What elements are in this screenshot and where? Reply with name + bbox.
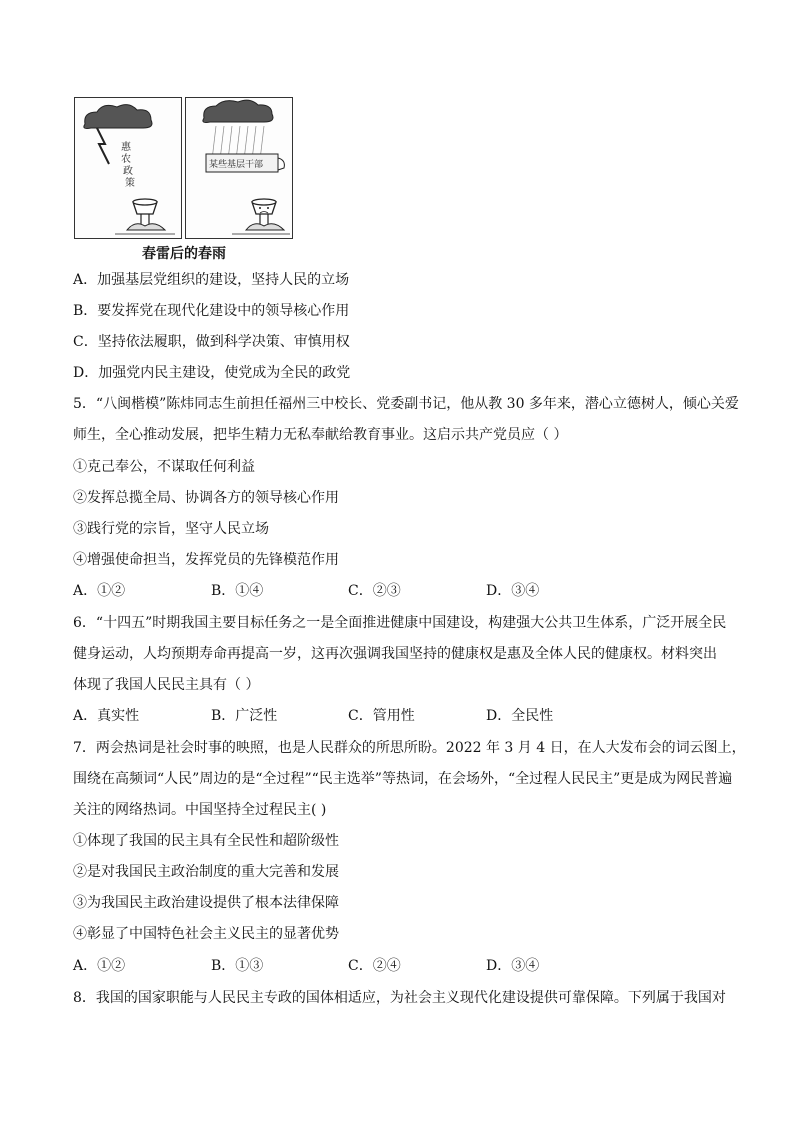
- cadre-label: 某些基层干部: [209, 160, 264, 170]
- q6-choice-b: B．广泛性: [211, 708, 278, 724]
- q5-choice-d: D．③④: [486, 583, 540, 599]
- q5-choice-c: C．②③: [348, 583, 401, 599]
- q5-choice-b: B．①④: [211, 583, 264, 599]
- q7-choice-c: C．②④: [348, 958, 401, 974]
- q6-choice-a: A．真实性: [73, 708, 140, 724]
- q5-stem-line-2: 师生，全心推动发展，把毕生精力无私奉献给教育事业。这启示共产党员应（ ）: [73, 427, 568, 443]
- q7-choice-b: B．①③: [211, 958, 264, 974]
- q7-choice-d: D．③④: [486, 958, 540, 974]
- q7-stem-line-3: 关注的网络热词。中国坚持全过程民主( ): [73, 802, 327, 818]
- q4-option-d: D．加强党内民主建设，使党成为全民的政党: [73, 365, 351, 381]
- figure-caption: 春雷后的春雨: [142, 246, 226, 262]
- q5-statement-3: ③践行党的宗旨，坚守人民立场: [73, 521, 269, 537]
- policy-char: 政: [123, 166, 133, 177]
- q7-statement-1: ①体现了我国的民主具有全民性和超阶级性: [73, 833, 339, 849]
- q6-choice-d: D．全民性: [486, 708, 554, 724]
- q7-stem-line-2: 围绕在高频词“人民”周边的是“全过程”“民主选举”等热词，在会场外，“全过程人民民主”更是成为网民普遍: [73, 771, 733, 787]
- q7-choice-a: A．①②: [73, 958, 126, 974]
- q5-choice-a: A．①②: [73, 583, 126, 599]
- q5-statement-1: ①克己奉公，不谋取任何利益: [73, 459, 255, 475]
- q6-stem-line-1: 6．“十四五”时期我国主要目标任务之一是全面推进健康中国建设，构建强大公共卫生体系，广泛开展全民: [73, 615, 727, 631]
- policy-char: 农: [121, 154, 131, 165]
- q8-stem-line-1: 8．我国的国家职能与人民民主专政的国体相适应，为社会主义现代化建设提供可靠保障。下列属于我国对: [73, 990, 726, 1006]
- cartoon-left-panel: [74, 97, 182, 239]
- q4-option-a: A．加强基层党组织的建设，坚持人民的立场: [73, 272, 350, 288]
- q4-option-c: C．坚持依法履职，做到科学决策、审慎用权: [73, 334, 350, 350]
- q7-statement-3: ③为我国民主政治建设提供了根本法律保障: [73, 895, 339, 911]
- q5-stem-line-1: 5．“八闽楷模”陈炜同志生前担任福州三中校长、党委副书记，他从教 30 多年来，潜心立德树人，倾心关爱: [73, 396, 739, 412]
- q6-stem-line-3: 体现了我国人民民主具有（ ）: [73, 677, 260, 693]
- cartoon-figure: [74, 97, 294, 239]
- policy-char: 策: [125, 178, 135, 189]
- cartoon-right-panel: [185, 97, 293, 239]
- policy-char: 惠: [121, 142, 131, 153]
- q6-stem-line-2: 健身运动，人均预期寿命再提高一岁，这再次强调我国坚持的健康权是惠及全体人民的健康权。材料突出: [73, 646, 717, 662]
- q7-stem-line-1: 7．两会热词是社会时事的映照，也是人民群众的所思所盼。2022 年 3 月 4 日，在人大发布会的词云图上，: [73, 740, 746, 756]
- q6-choice-c: C．管用性: [348, 708, 415, 724]
- q5-statement-2: ②发挥总揽全局、协调各方的领导核心作用: [73, 490, 339, 506]
- q7-statement-2: ②是对我国民主政治制度的重大完善和发展: [73, 864, 339, 880]
- q7-statement-4: ④彰显了中国特色社会主义民主的显著优势: [73, 926, 339, 942]
- q5-statement-4: ④增强使命担当，发挥党员的先锋模范作用: [73, 552, 339, 568]
- q4-option-b: B．要发挥党在现代化建设中的领导核心作用: [73, 303, 350, 319]
- svg-text:惠 农 政: [121, 140, 136, 189]
